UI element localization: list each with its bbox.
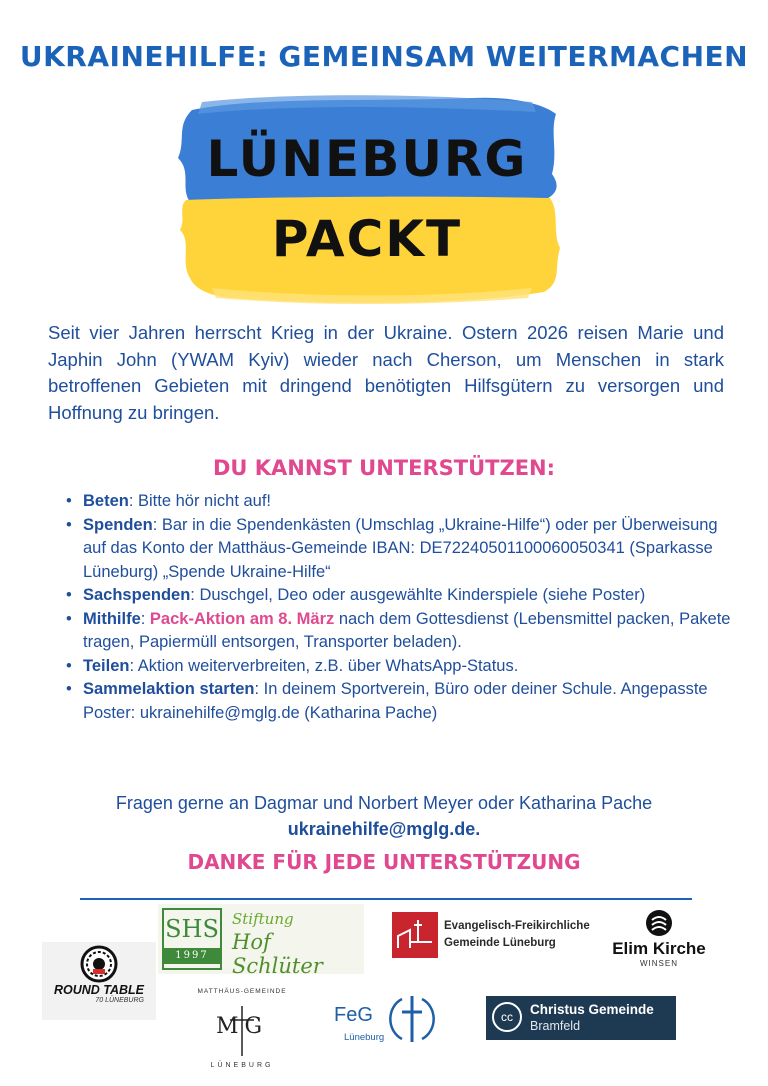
banner-line-1: LÜNEBURG — [206, 130, 528, 188]
logo-matthaeus-gemeinde: MATTHÄUS-GEMEINDE MG LÜNEBURG — [194, 982, 290, 1078]
elim-icon — [646, 910, 672, 936]
support-heading: DU KANNST UNTERSTÜTZEN: — [212, 456, 556, 480]
feg-cross-icon — [388, 994, 436, 1049]
church-icon — [392, 912, 438, 958]
item-text: : In deinem Sportverein, Büro oder deiner Schule. Angepasste Poster: ukrainehilfe@mglg.de (Katharina Pache) — [83, 680, 708, 722]
ukraine-flag-banner — [172, 92, 562, 308]
bullet-icon: • — [66, 586, 72, 604]
item-text: : Aktion weiterverbreiten, z.B. über WhatsApp-Status. — [129, 656, 519, 675]
item-text-2: nach dem Gottesdienst (Lebensmittel packen, Pakete tragen, Papiermüll entsorgen, Transporter beladen). — [83, 609, 731, 651]
item-label: Beten — [83, 492, 129, 510]
item-text: : Bitte hör nicht auf! — [128, 492, 272, 510]
support-list — [66, 490, 738, 725]
item-label: Sammelaktion starten — [83, 680, 255, 698]
logo-round-table: ROUND TABLE 70 LÜNEBURG — [42, 942, 156, 1020]
list-item — [66, 655, 738, 679]
thanks-line: DANKE FÜR JEDE UNTERSTÜTZUNG — [187, 850, 581, 874]
list-item — [66, 584, 738, 608]
logo-feg-lueneburg: FeG Lüneburg — [334, 994, 444, 1048]
bullet-icon: • — [66, 515, 72, 534]
brush-stroke-flag — [172, 92, 562, 308]
item-highlight: Pack-Aktion am 8. März — [149, 609, 335, 628]
item-label: Spenden — [83, 515, 153, 534]
list-item — [66, 490, 738, 514]
list-item — [66, 608, 738, 655]
item-text: : — [140, 609, 150, 628]
shs-mark: SHS 1997 — [162, 908, 222, 970]
item-label: Mithilfe — [83, 609, 141, 628]
round-table-emblem — [80, 945, 118, 983]
item-label: Sachspenden — [83, 586, 191, 604]
list-item — [66, 678, 738, 725]
bullet-icon: • — [66, 656, 72, 675]
logo-stiftung-hof-schlueter: SHS 1997 Stiftung Hof Schlüter — [158, 904, 364, 974]
contact-block — [0, 790, 768, 842]
bullet-icon: • — [66, 680, 72, 698]
contact-line: Fragen gerne an Dagmar und Norbert Meyer oder Katharina Pache — [115, 793, 653, 813]
item-text: : Bar in die Spendenkästen (Umschlag „Ukraine-Hilfe“) oder per Überweisung auf das Konto der Matthäus-Gemeinde IBAN: DE72240501100060050341 (Sparkasse Lüneburg) „Spende Ukraine-Hilfe“ — [83, 515, 718, 581]
contact-email[interactable]: ukrainehilfe@mglg.de. — [287, 819, 481, 839]
item-label: Teilen — [83, 656, 130, 675]
logo-elim-kirche: Elim Kirche WINSEN — [604, 910, 714, 972]
item-text: : Duschgel, Deo oder ausgewählte Kinderspiele (siehe Poster) — [190, 586, 646, 604]
logo-efg-lueneburg: Evangelisch-Freikirchliche Gemeinde Lüneburg — [392, 912, 592, 962]
logo-christus-gemeinde-bramfeld: cc Christus Gemeinde Bramfeld — [486, 996, 676, 1040]
banner-line-2: PACKT — [271, 210, 463, 268]
christus-icon: cc — [492, 1002, 522, 1032]
headline: UKRAINEHILFE: GEMEINSAM WEITERMACHEN — [19, 40, 749, 73]
bullet-icon: • — [66, 492, 72, 510]
list-item — [66, 514, 738, 585]
intro-paragraph: Seit vier Jahren herrscht Krieg in der Ukraine. Ostern 2026 reisen Marie und Japhin John (YWAM Kyiv) wieder nach Cherson, um Menschen in stark betroffenen Gebieten mit dringend benötigten Hilfsgütern zu versorgen und Hoffnung zu bringen. — [48, 322, 724, 423]
bullet-icon: • — [66, 609, 72, 628]
divider — [80, 898, 692, 900]
